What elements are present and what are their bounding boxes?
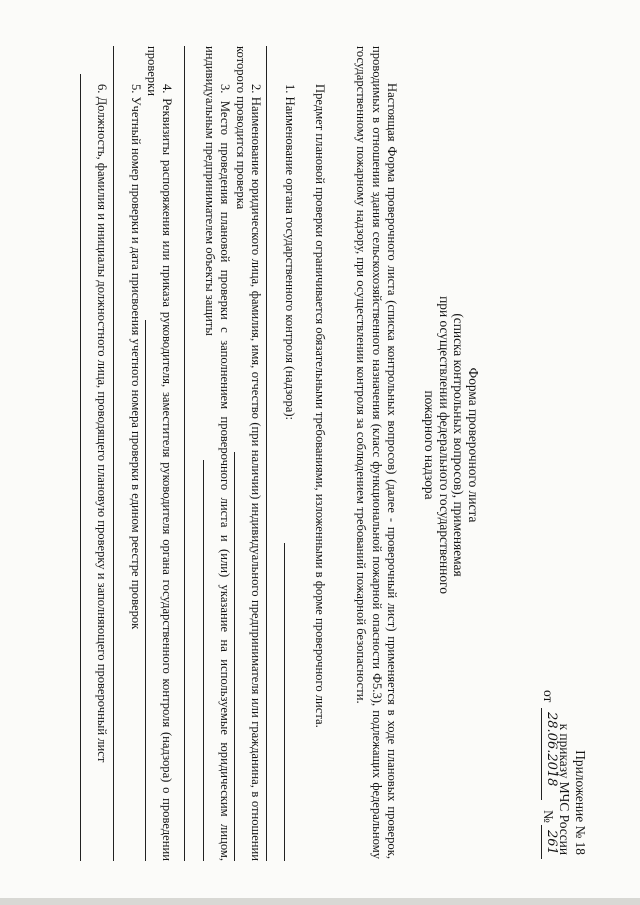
item-6-label: 6. Должность, фамилия и инициалы должностного лица, проводящего плановую проверку и заполняющего проверочный лист [95, 84, 109, 763]
form-heading-line2: (списка контрольных вопросов), применяемая [451, 313, 467, 577]
item-3-label: 3. Место проведения плановой проверки с заполнением проверочного листа и (или) указание на используемые юридическим лицом, индивидуальным предпринимателем объекты защиты [202, 46, 232, 861]
item-2-fill-line [234, 452, 235, 861]
appendix-from-prefix: от [541, 690, 556, 703]
appendix-title: Приложение № 18 [573, 750, 588, 855]
item-1-fill-line [284, 543, 285, 861]
form-heading [421, 150, 480, 740]
item-6-fill-line [80, 74, 81, 861]
intro-paragraph: Настоящая Форма проверочного листа (списка контрольных вопросов) (далее - проверочный лист) применяется в ходе плановых проверок, проводимых в отношении здания сельскохозяйственного назначения (класс функциональной пожарной опасности Ф5.3), подлежащих федеральному государственному пожарному надзору, при осуществлении контроля за соблюдением требований пожарной безопасности. [354, 46, 399, 859]
appendix-date: 28.06.2018 [544, 712, 559, 787]
item-2-label: 2. Наименование юридического лица, фамилия, имя, отчество (при наличии) индивидуального предпринимателя или гражданина, в отношении которого проводится проверка [233, 46, 263, 861]
appendix-number-label: № [541, 810, 556, 823]
item-1-label: 1. Наименование органа государственного контроля (надзора): [283, 84, 297, 421]
item-5-fill-line [113, 46, 114, 861]
form-heading-line4: пожарного надзора [421, 390, 437, 500]
form-heading-line3: при осуществлении федерального государственного [436, 296, 452, 594]
appendix-number: 261 [544, 830, 559, 855]
item-4-label: 4. Реквизиты распоряжения или приказа руководителя, заместителя руководителя органа государственного контроля (надзора) о проведении проверки [144, 46, 174, 861]
appendix-date-underline [541, 708, 542, 800]
appendix-date-row [536, 690, 559, 865]
form-heading-line1: Форма проверочного листа [466, 367, 481, 523]
item-3-fill-line [203, 460, 204, 861]
item-3-fill-line-2 [184, 46, 185, 861]
item-1-fill-line-2 [266, 46, 267, 861]
appendix-order-line: к приказу МЧС России [557, 723, 572, 855]
appendix-number-underline [541, 825, 542, 859]
item-5-label: 5. Учетный номер проверки и дата присвоения учетного номера проверки в едином реестре проверок [129, 84, 143, 630]
item-4-fill-line [145, 320, 146, 861]
subject-paragraph: Предмет плановой проверки ограничивается обязательными требованиями, изложенными в форме проверочного листа. [313, 84, 327, 728]
